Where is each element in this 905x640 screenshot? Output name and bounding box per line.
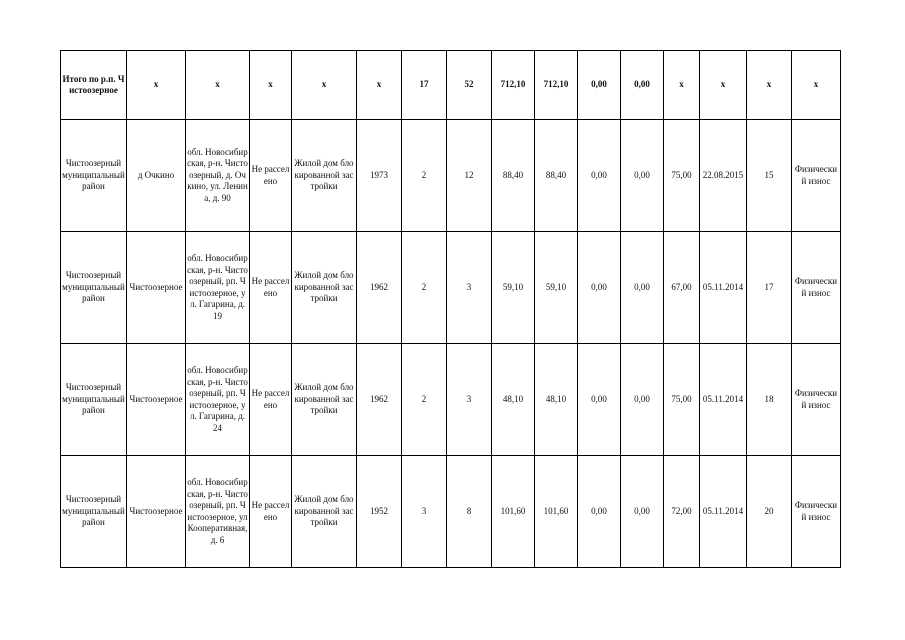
address-cell: обл. Новосибирская, р-н. Чистоозерный, д. Очкино, ул. Ленина, д. 90: [186, 120, 250, 232]
area-a-cell: 0,00: [578, 120, 621, 232]
total-label: Итого по р.п. Чистоозерное: [61, 51, 127, 120]
type-cell: Жилой дом блокированной застройки: [292, 120, 357, 232]
reason-cell: Физический износ: [792, 456, 841, 568]
area-a-cell: 0,00: [578, 456, 621, 568]
address-cell: обл. Новосибирская, р-н. Чистоозерный, рп. Чистоозерное, ул Кооперативная, д. 6: [186, 456, 250, 568]
area-b-cell: 0,00: [621, 232, 664, 344]
type-cell: Жилой дом блокированной застройки: [292, 232, 357, 344]
number-cell: 17: [747, 232, 792, 344]
year-cell: 1973: [357, 120, 402, 232]
district-cell: Чистоозерный муниципальный район: [61, 344, 127, 456]
wear-cell: 75,00: [664, 344, 700, 456]
type-cell: Жилой дом блокированной застройки: [292, 344, 357, 456]
wear-cell: 72,00: [664, 456, 700, 568]
table-row: [61, 344, 841, 456]
total-cell: 0,00: [621, 51, 664, 120]
type-cell: Жилой дом блокированной застройки: [292, 456, 357, 568]
locality-cell: д Очкино: [127, 120, 186, 232]
floors-cell: 2: [402, 232, 447, 344]
area-living-cell: 88,40: [535, 120, 578, 232]
total-cell: x: [700, 51, 747, 120]
year-cell: 1952: [357, 456, 402, 568]
floors-cell: 3: [402, 456, 447, 568]
area-b-cell: 0,00: [621, 456, 664, 568]
address-cell: обл. Новосибирская, р-н. Чистоозерный, рп. Чистоозерное, ул. Гагарина, д. 24: [186, 344, 250, 456]
table-row: [61, 232, 841, 344]
total-cell: x: [127, 51, 186, 120]
district-cell: Чистоозерный муниципальный район: [61, 232, 127, 344]
total-residents: 52: [447, 51, 492, 120]
district-cell: Чистоозерный муниципальный район: [61, 120, 127, 232]
locality-cell: Чистоозерное: [127, 232, 186, 344]
reason-cell: Физический износ: [792, 120, 841, 232]
total-cell: x: [664, 51, 700, 120]
floors-cell: 2: [402, 344, 447, 456]
total-cell: x: [792, 51, 841, 120]
reason-cell: Физический износ: [792, 344, 841, 456]
total-row: [61, 51, 841, 120]
area-total-cell: 59,10: [492, 232, 535, 344]
status-cell: Не расселено: [250, 344, 292, 456]
locality-cell: Чистоозерное: [127, 344, 186, 456]
number-cell: 20: [747, 456, 792, 568]
status-cell: Не расселено: [250, 232, 292, 344]
total-floors: 17: [402, 51, 447, 120]
area-living-cell: 101,60: [535, 456, 578, 568]
year-cell: 1962: [357, 344, 402, 456]
table-row: [61, 120, 841, 232]
total-cell: x: [186, 51, 250, 120]
number-cell: 15: [747, 120, 792, 232]
wear-cell: 67,00: [664, 232, 700, 344]
total-cell: 0,00: [578, 51, 621, 120]
total-cell: x: [357, 51, 402, 120]
wear-cell: 75,00: [664, 120, 700, 232]
residents-cell: 3: [447, 232, 492, 344]
date-cell: 05.11.2014: [700, 344, 747, 456]
status-cell: Не расселено: [250, 120, 292, 232]
residents-cell: 8: [447, 456, 492, 568]
date-cell: 22.08.2015: [700, 120, 747, 232]
table-row: [61, 456, 841, 568]
total-area: 712,10: [492, 51, 535, 120]
residents-cell: 3: [447, 344, 492, 456]
total-cell: x: [250, 51, 292, 120]
area-living-cell: 48,10: [535, 344, 578, 456]
area-a-cell: 0,00: [578, 232, 621, 344]
district-cell: Чистоозерный муниципальный район: [61, 456, 127, 568]
housing-register-table: [60, 50, 841, 568]
date-cell: 05.11.2014: [700, 456, 747, 568]
residents-cell: 12: [447, 120, 492, 232]
area-b-cell: 0,00: [621, 120, 664, 232]
number-cell: 18: [747, 344, 792, 456]
year-cell: 1962: [357, 232, 402, 344]
area-a-cell: 0,00: [578, 344, 621, 456]
area-total-cell: 88,40: [492, 120, 535, 232]
area-total-cell: 101,60: [492, 456, 535, 568]
address-cell: обл. Новосибирская, р-н. Чистоозерный, рп. Чистоозерное, ул. Гагарина, д. 19: [186, 232, 250, 344]
reason-cell: Физический износ: [792, 232, 841, 344]
area-living-cell: 59,10: [535, 232, 578, 344]
date-cell: 05.11.2014: [700, 232, 747, 344]
total-area-living: 712,10: [535, 51, 578, 120]
locality-cell: Чистоозерное: [127, 456, 186, 568]
floors-cell: 2: [402, 120, 447, 232]
total-cell: x: [292, 51, 357, 120]
total-cell: x: [747, 51, 792, 120]
area-b-cell: 0,00: [621, 344, 664, 456]
status-cell: Не расселено: [250, 456, 292, 568]
area-total-cell: 48,10: [492, 344, 535, 456]
